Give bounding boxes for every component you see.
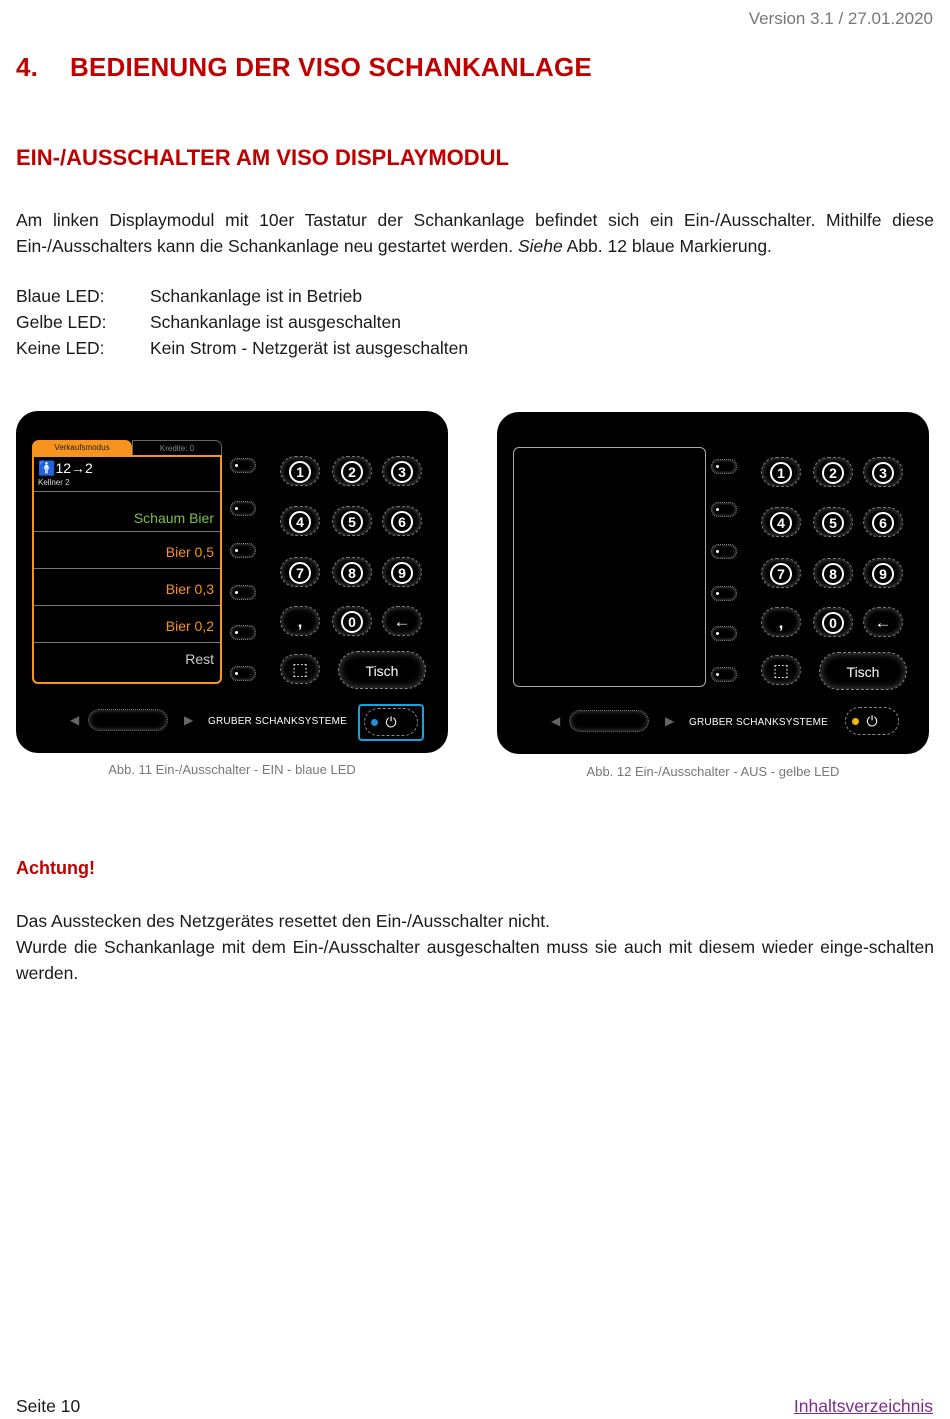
- key-7: [761, 558, 801, 588]
- warning-line: Das Ausstecken des Netzgerätes resettet den Ein-/Ausschalter nicht.: [16, 911, 551, 931]
- waiter-label: Kellner 2: [38, 478, 70, 487]
- list-item: Bier 0,2: [34, 605, 220, 642]
- arrow-right-icon: ▶: [184, 713, 194, 727]
- warning-paragraph: [16, 908, 934, 986]
- key-2: [332, 456, 372, 486]
- key-backspace: [382, 606, 422, 636]
- section-heading: [16, 52, 592, 83]
- key-5: [813, 507, 853, 537]
- key-label: 5: [341, 511, 363, 533]
- key-4: [761, 507, 801, 537]
- key-label: 3: [872, 462, 894, 484]
- key-label: 3: [391, 461, 413, 483]
- key-comma: [761, 607, 801, 637]
- brand-label: GRUBER SCHANKSYSTEME: [208, 716, 348, 727]
- led-row-blue: [16, 283, 468, 309]
- table-transfer: 12→2: [55, 460, 93, 476]
- key-6: [382, 506, 422, 536]
- led-key: Blaue LED:: [16, 286, 105, 306]
- arrow-right-icon: ▶: [665, 714, 675, 728]
- arrow-left-icon: ◀: [551, 714, 561, 728]
- key-label: ,: [297, 612, 303, 631]
- display-screen-off: [513, 447, 706, 687]
- key-label: 5: [822, 512, 844, 534]
- power-icon: ⏻: [385, 714, 397, 730]
- side-key: [230, 543, 256, 558]
- key-special: [280, 654, 320, 684]
- key-9: [382, 557, 422, 587]
- power-led: [852, 718, 859, 725]
- bottom-key: [569, 710, 649, 732]
- led-value: Schankanlage ist in Betrieb: [150, 286, 363, 306]
- key-0: [332, 606, 372, 636]
- grid-icon: ⬚: [772, 661, 790, 680]
- list-item: Bier 0,3: [34, 568, 220, 605]
- person-icon: 🚹: [38, 460, 56, 476]
- backspace-icon: ←: [393, 612, 411, 631]
- led-key: Keine LED:: [16, 338, 105, 358]
- section-title: BEDIENUNG DER VISO SCHANKANLAGE: [70, 52, 592, 82]
- key-label: 1: [289, 461, 311, 483]
- key-label: 7: [770, 563, 792, 585]
- key-7: [280, 557, 320, 587]
- tab-kredite: Kredite: 0: [132, 440, 222, 455]
- key-8: [332, 557, 372, 587]
- side-key: [711, 459, 737, 474]
- key-label: 4: [770, 512, 792, 534]
- key-label: 0: [341, 611, 363, 633]
- device-image-off: [497, 412, 929, 754]
- led-state-list: [16, 283, 468, 361]
- key-label: 2: [341, 461, 363, 483]
- side-key: [230, 625, 256, 640]
- key-label: 9: [872, 563, 894, 585]
- bottom-key: [88, 709, 168, 731]
- intro-text-end: Abb. 12 blaue Markierung.: [562, 236, 772, 256]
- key-label: 8: [341, 562, 363, 584]
- key-2: [813, 457, 853, 487]
- side-key: [711, 626, 737, 641]
- key-label: 7: [289, 562, 311, 584]
- key-5: [332, 506, 372, 536]
- key-backspace: [863, 607, 903, 637]
- led-value: Kein Strom - Netzgerät ist ausgeschalten: [150, 338, 469, 358]
- display-screen: [32, 441, 222, 681]
- power-icon: ⏻: [866, 713, 878, 729]
- led-key: Gelbe LED:: [16, 312, 107, 332]
- side-key: [711, 502, 737, 517]
- led-value: Schankanlage ist ausgeschalten: [150, 312, 402, 332]
- tisch-key: Tisch: [338, 651, 426, 689]
- key-label: 0: [822, 612, 844, 634]
- section-number: 4.: [16, 52, 39, 82]
- device-image-on: [16, 411, 448, 753]
- product-list: [32, 455, 222, 684]
- key-label: 8: [822, 563, 844, 585]
- intro-paragraph: [16, 207, 934, 259]
- led-row-none: [16, 335, 468, 361]
- key-label: 6: [391, 511, 413, 533]
- side-key: [230, 585, 256, 600]
- side-key: [711, 544, 737, 559]
- list-item: Schaum Bier: [34, 491, 220, 531]
- toc-link[interactable]: Inhaltsverzeichnis: [793, 1396, 933, 1416]
- side-key: [230, 458, 256, 473]
- list-item: Rest: [34, 642, 220, 680]
- tab-verkaufsmodus: Verkaufsmodus: [32, 440, 132, 455]
- key-label: 1: [770, 462, 792, 484]
- intro-text: Am linken Displaymodul mit 10er Tastatur der Schankanlage befindet sich ein Ein-/Ausschalter. Mithilfe diese Ein-/Ausschalters kann die Schankanlage neu gestartet werden.: [16, 210, 934, 256]
- side-key: [711, 667, 737, 682]
- backspace-icon: ←: [874, 613, 892, 632]
- key-3: [382, 456, 422, 486]
- key-9: [863, 558, 903, 588]
- figure-caption-12: Abb. 12 Ein-/Ausschalter - AUS - gelbe LED: [586, 764, 840, 779]
- grid-icon: ⬚: [291, 660, 309, 679]
- list-item: Bier 0,5: [34, 531, 220, 568]
- side-key: [711, 586, 737, 601]
- key-special: [761, 655, 801, 685]
- key-label: ,: [778, 613, 784, 632]
- key-comma: [280, 606, 320, 636]
- key-4: [280, 506, 320, 536]
- arrow-left-icon: ◀: [70, 713, 80, 727]
- power-highlight-box: [358, 704, 424, 741]
- side-key: [230, 501, 256, 516]
- key-label: 6: [872, 512, 894, 534]
- key-1: [761, 457, 801, 487]
- key-8: [813, 558, 853, 588]
- warning-title: Achtung!: [16, 858, 95, 878]
- key-label: 2: [822, 462, 844, 484]
- figure-caption-11: Abb. 11 Ein-/Ausschalter - EIN - blaue LED: [108, 762, 356, 777]
- warning-line: Wurde die Schankanlage mit dem Ein-/Ausschalter ausgeschalten muss sie auch mit diesem wieder einge-schalten werden.: [16, 937, 934, 983]
- subsection-heading: EIN-/AUSSCHALTER AM VISO DISPLAYMODUL: [16, 145, 509, 170]
- power-button: [845, 707, 899, 735]
- tisch-key: Tisch: [819, 652, 907, 690]
- intro-italic: Siehe: [517, 236, 563, 256]
- list-header: [38, 460, 93, 487]
- key-3: [863, 457, 903, 487]
- key-1: [280, 456, 320, 486]
- key-6: [863, 507, 903, 537]
- page-number: Seite 10: [16, 1396, 81, 1416]
- led-row-yellow: [16, 309, 468, 335]
- key-label: 9: [391, 562, 413, 584]
- key-label: 4: [289, 511, 311, 533]
- key-0: [813, 607, 853, 637]
- version-label: Version 3.1 / 27.01.2020: [748, 9, 933, 28]
- side-key: [230, 666, 256, 681]
- brand-label: GRUBER SCHANKSYSTEME: [689, 717, 829, 728]
